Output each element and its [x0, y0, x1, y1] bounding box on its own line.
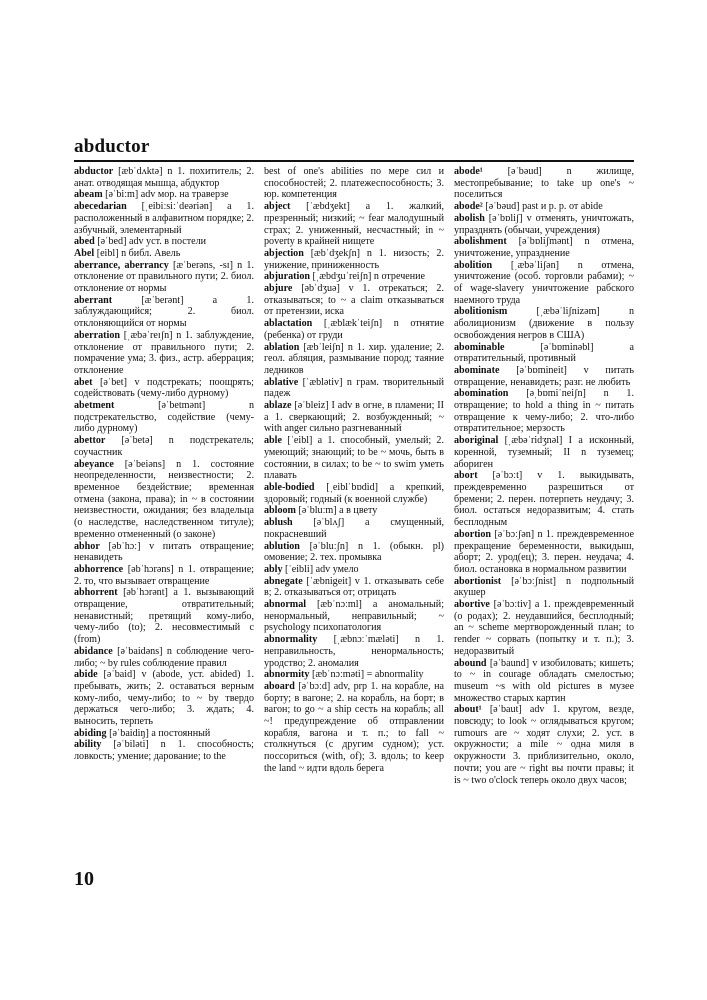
- definition: [əˈbetmənt] n подстрекательство, содействие (чему-либо дурному): [74, 400, 254, 435]
- dictionary-entry: [264, 576, 444, 599]
- headword: abjection: [264, 247, 304, 259]
- definition: [ˌæblækˈteiʃn] n отнятие (ребенка) от груди: [264, 318, 445, 341]
- definition: [əˈbetə] n подстрекатель; соучастник: [74, 435, 254, 458]
- dictionary-entry: [454, 470, 634, 529]
- dictionary-entry: [74, 236, 254, 248]
- dictionary-entry: [74, 400, 254, 435]
- definition: [əˈbleiz] I adv в огне, в пламени; II a 1. сверкающий; 2. возбужденный; ~ with anger сильно разгневанный: [264, 400, 444, 435]
- headword: ablation: [264, 341, 300, 353]
- dictionary-entry: [74, 377, 254, 400]
- definition: [æˈberənt] a 1. заблуждающийся; 2. биол. отклоняющийся от нормы: [74, 294, 254, 330]
- dictionary-entry: [74, 564, 254, 587]
- headword: abnormal: [264, 599, 307, 611]
- definition: [ˈæbdʒekt] a 1. жалкий, презренный; низкий; ~ fear малодушный страх; 2. униженный, несчастный; in ~ poverty в крайней нищете: [264, 201, 444, 248]
- definition: [əˈbɔːd] adv, prp 1. на корабле, на борту; в вагоне; 2. на корабль, на борт; в вагон; to go ~ a ship сесть на корабль; all ~! предупреждение об отправлении корабля, вагона и т. п.; to fall ~ столкнуться (с другим судном); уст. поссориться (with, of); 3. вдоль; to keep the land ~ идти вдоль берега: [264, 680, 445, 774]
- definition: [əˈbɔːt] v 1. выкидывать, преждевременно разрешиться от бремени; 2. перен. потерпеть неудачу; 3. биол. остаться недоразвитым; 4. стать бесплодным: [454, 470, 634, 529]
- headword: abominate: [454, 364, 500, 376]
- definition: [əˈbiːm] adv мор. на траверзе: [105, 189, 229, 201]
- dictionary-entry: [74, 248, 254, 260]
- definition: [əˈbaut] adv 1. кругом, везде, повсюду; to look ~ оглядываться кругом; rumours are ~ ходят слухи; 2. уст. в окружности; a mile ~ одна миля в окружности 3. приблизительно, около, почти; you are ~ right вы почти правы; it is ~ two o'clock теперь около двух часов;: [454, 704, 634, 786]
- headword: abet: [74, 376, 93, 388]
- definition: [əˈbɔːʃnist] n подпольный акушер: [454, 575, 634, 599]
- dictionary-entry: [74, 541, 254, 564]
- dictionary-entry: [264, 599, 444, 634]
- definition: [əˈbluːʃn] n 1. (обыкн. pl) омовение; 2. тех. промывка: [264, 540, 444, 564]
- headword: abound: [454, 657, 487, 669]
- headword: abode²: [454, 201, 483, 213]
- dictionary-entry: [454, 529, 634, 576]
- headword: aberration: [74, 329, 120, 341]
- definition: [ˈæblətiv] n грам. творительный падеж: [264, 376, 444, 400]
- definition: [ˌæbnɔːˈmæləti] n 1. неправильность, ненормальность; уродство; 2. аномалия: [264, 634, 444, 669]
- dictionary-entry: [264, 271, 444, 283]
- headword: abiding: [74, 727, 107, 739]
- headword: aboriginal: [454, 435, 499, 447]
- headword: aberrance, aberrancy: [74, 259, 169, 271]
- column-2: [264, 166, 444, 901]
- definition: [ˌæbəˈliʃən] n отмена, уничтожение (особ. торговли рабами); ~ of wage-slavery уничтожение рабского наемного труда: [454, 259, 634, 306]
- definition: [ˈeibl] a 1. способный, умелый; 2. умеющий; знающий; to be ~ мочь, быть в состоянии, в силах; to be ~ to swim уметь плавать: [264, 435, 444, 482]
- headword: ably: [264, 563, 283, 575]
- definition: [əˈbəud] n жилище, местопребывание; to take up one's ~ поселиться: [454, 166, 634, 201]
- headword: abjuration: [264, 271, 310, 283]
- definition: [æbˈdʌktə] n 1. похититель; 2. анат. отводящая мышца, абдуктор: [74, 166, 254, 189]
- dictionary-entry: [454, 260, 634, 307]
- headword: abnormality: [264, 634, 318, 646]
- dictionary-entry: [454, 166, 634, 201]
- definition: best of one's abilities по мере сил и способностей; 2. платежеспособность; 3. юр. компетенция: [264, 166, 444, 201]
- definition: [əˈbaid] v (abode, уст. abided) 1. пребывать, жить; 2. оставаться верным кому-либо, чему-либо; to ~ by твердо держаться чего-либо; 3. ждать; 4. выносить, терпеть: [74, 669, 254, 728]
- dictionary-entry: [264, 166, 444, 201]
- definition: [əˈbaidəns] n соблюдение чего-либо; ~ by rules соблюдение правил: [74, 645, 254, 669]
- headword: abode¹: [454, 166, 483, 177]
- definition: [əbˈhɔrənt] a 1. вызывающий отвращение, отвратительный; ненавистный; претящий кому-либо, чему-либо (to); 2. несовместимый с (from): [74, 587, 254, 646]
- dictionary-entry: [454, 365, 634, 388]
- dictionary-entry: [264, 517, 444, 540]
- definition: [æbˈnɔːml] a аномальный; ненормальный, неправильный; ~ psychology психопатология: [264, 599, 444, 634]
- definition: [ˌæbəˈridʒnəl] I a исконный, коренной, туземный; II n туземец; абориген: [454, 435, 634, 470]
- dictionary-entry: [74, 728, 254, 740]
- definition: [əˈbeiəns] n 1. состояние неопределенности, неизвестности; 2. временное бездействие; временная отмена (закона, права); in ~ в состоянии неизвестности, ожидания; без владельца (о наследстве, наследственном титуле); временно отмененный (о законе): [74, 458, 254, 540]
- definition: [əˈbet] v подстрекать; поощрять; содействовать (чему-либо дурному): [74, 376, 254, 400]
- dictionary-entry: [454, 435, 634, 470]
- definition: [əˈbiləti] n 1. способность; ловкость; умение; дарование; to the: [74, 739, 254, 763]
- definition: [əˈbəud] past и p. p. от abide: [485, 201, 603, 213]
- definition: [əˈbluːm] a в цвету: [298, 505, 378, 517]
- definition: [əbˈhɔː] v питать отвращение; ненавидеть: [74, 540, 254, 564]
- definition: [æˈberəns, -sɪ] n 1. отклонение от правильного пути; 2. биол. отклонение от нормы: [74, 259, 254, 295]
- dictionary-columns: [74, 166, 634, 901]
- headword: abidance: [74, 645, 113, 657]
- definition: [əˈbɒliʃ] v отменять, уничтожать, упразднять (обычаи, учреждения): [454, 212, 634, 236]
- dictionary-entry: [454, 213, 634, 236]
- dictionary-entry: [264, 318, 444, 341]
- definition: [əˈbɒmineit] v питать отвращение, ненавидеть; разг. не любить: [454, 364, 634, 388]
- dictionary-entry: [454, 599, 634, 658]
- headword: abecedarian: [74, 201, 127, 213]
- dictionary-entry: [264, 283, 444, 318]
- definition: [eibl] n библ. Авель: [96, 247, 181, 259]
- headword: Abel: [74, 247, 95, 259]
- dictionary-entry: [264, 342, 444, 377]
- definition: [əbˈdʒuə] v 1. отрекаться; 2. отказываться; to ~ a claim отказываться от претензии, иска: [264, 283, 444, 318]
- dictionary-entry: [264, 435, 444, 482]
- headword: ablaze: [264, 400, 292, 412]
- headword: abortive: [454, 599, 490, 611]
- headword: ability: [74, 739, 102, 751]
- definition: [əˈbɔːtiv] a 1. преждевременный (о родах); 2. неудавшийся, бесплодный; an ~ scheme мертворожденный план; to render ~ сорвать (попытку и т. п.); 3. недоразвитый: [454, 599, 634, 657]
- definition: [əˈbed] adv уст. в постели: [97, 236, 207, 248]
- dictionary-entry: [454, 388, 634, 435]
- headword: ablative: [264, 376, 299, 388]
- column-3: [454, 166, 634, 901]
- definition: [ˌæbəˈreɪʃn] n 1. заблуждение, отклонение от правильного пути; 2. помрачение ума; 3. физ., астр. аберрация; отклонение: [74, 329, 254, 376]
- headword: abolish: [454, 212, 485, 224]
- headword: abnormity: [264, 669, 310, 681]
- definition: [ˈæbnigeit] v 1. отказывать себе в; 2. отказываться от; отрицать: [264, 575, 444, 599]
- definition: [əˈblʌʃ] a смущенный, покрасневший: [264, 517, 444, 540]
- definition: [əˈbɔːʃən] n 1. преждевременное прекращение беременности, выкидыш, аборт; 2. урод(ец); 3. перен. неудача; 4. биол. остановка в нормальном развитии: [454, 528, 634, 575]
- definition: [əˈbɒliʃmənt] n отмена, уничтожение, упразднение: [454, 236, 634, 259]
- dictionary-entry: [454, 704, 634, 786]
- headword: abolishment: [454, 236, 507, 248]
- definition: [əˈbaidiŋ] a постоянный: [109, 727, 211, 739]
- definition: [əˈbaund] v изобиловать; кишеть; to ~ in courage обладать смелостью; museum ~s with old pictures в музее множество старых картин: [454, 657, 634, 704]
- headword: abjure: [264, 283, 293, 295]
- definition: [əbˈhɔrəns] n 1. отвращение; 2. то, что вызывает отвращение: [74, 563, 254, 587]
- dictionary-entry: [454, 201, 634, 213]
- headword: abloom: [264, 505, 296, 517]
- definition: [æbˈleiʃn] n 1. хир. удаление; 2. геол. абляция, размывание пород; таяние ледников: [264, 341, 444, 376]
- dictionary-entry: [74, 260, 254, 295]
- dictionary-entry: [74, 669, 254, 728]
- dictionary-entry: [454, 306, 634, 341]
- dictionary-entry: [264, 505, 444, 517]
- dictionary-entry: [74, 166, 254, 189]
- headword: abettor: [74, 435, 106, 447]
- headword: aberrant: [74, 294, 113, 306]
- dictionary-entry: [264, 564, 444, 576]
- definition: [ˌeibiːsiːˈdeəriən] a 1. расположенный в алфавитном порядке; 2. азбучный, элементарный: [74, 201, 254, 236]
- definition: [æbˈnɔːməti] = abnormality: [311, 669, 424, 681]
- headword: abort: [454, 470, 478, 482]
- running-head: abductor: [74, 136, 150, 157]
- header-rule: [74, 160, 634, 162]
- dictionary-entry: [264, 681, 444, 775]
- definition: [ˌæbəˈliʃnizəm] n аболиционизм (движение в пользу освобождения негров в США): [454, 306, 634, 341]
- headword: abductor: [74, 166, 114, 177]
- dictionary-entry: [74, 646, 254, 669]
- definition: [əˌbɒmiˈneiʃn] n 1. отвращение; to hold a thing in ~ питать отвращение к чему-либо; 2. что-либо отвратительное; мерзость: [454, 388, 634, 435]
- dictionary-entry: [74, 587, 254, 646]
- headword: abeyance: [74, 458, 114, 470]
- headword: abject: [264, 201, 291, 213]
- dictionary-entry: [74, 330, 254, 377]
- dictionary-entry: [454, 576, 634, 599]
- dictionary-entry: [264, 541, 444, 564]
- dictionary-entry: [74, 459, 254, 541]
- definition: [ˈeibli] adv умело: [285, 563, 359, 575]
- page-number: 10: [74, 868, 94, 890]
- headword: abortion: [454, 528, 492, 540]
- definition: [əˈbɒminəbl] a отвратительный, противный: [454, 341, 634, 365]
- headword: abhorrent: [74, 587, 118, 599]
- headword: abominable: [454, 341, 505, 353]
- dictionary-entry: [264, 634, 444, 669]
- definition: [ˌæbdʒuˈreiʃn] n отречение: [312, 271, 426, 283]
- headword: abed: [74, 236, 95, 248]
- definition: [æbˈdʒekʃn] n 1. низость; 2. унижение, приниженность: [264, 247, 444, 271]
- headword: abhorrence: [74, 563, 124, 575]
- dictionary-entry: [454, 236, 634, 259]
- headword: abide: [74, 669, 98, 681]
- definition: [ˌeiblˈbɒdid] a крепкий, здоровый; годный (к военной службе): [264, 481, 444, 505]
- headword: abortionist: [454, 575, 502, 587]
- dictionary-entry: [264, 201, 444, 248]
- headword: abolition: [454, 259, 493, 271]
- headword: abomination: [454, 388, 509, 400]
- dictionary-entry: [264, 377, 444, 400]
- dictionary-entry: [264, 669, 444, 681]
- headword: able-bodied: [264, 481, 315, 493]
- headword: about¹: [454, 704, 482, 716]
- headword: ablactation: [264, 318, 313, 330]
- dictionary-entry: [74, 189, 254, 201]
- headword: able: [264, 435, 282, 447]
- dictionary-entry: [264, 248, 444, 271]
- headword: ablution: [264, 540, 300, 552]
- headword: abhor: [74, 540, 100, 552]
- dictionary-entry: [74, 435, 254, 458]
- dictionary-entry: [264, 400, 444, 435]
- headword: aboard: [264, 680, 295, 692]
- headword: abnegate: [264, 575, 303, 587]
- dictionary-entry: [74, 201, 254, 236]
- dictionary-entry: [74, 295, 254, 330]
- dictionary-entry: [454, 342, 634, 365]
- dictionary-entry: [74, 739, 254, 762]
- headword: abeam: [74, 189, 103, 201]
- headword: abetment: [74, 400, 115, 412]
- headword: abolitionism: [454, 306, 508, 318]
- headword: ablush: [264, 517, 293, 529]
- column-1: [74, 166, 254, 901]
- dictionary-entry: [454, 658, 634, 705]
- dictionary-entry: [264, 482, 444, 505]
